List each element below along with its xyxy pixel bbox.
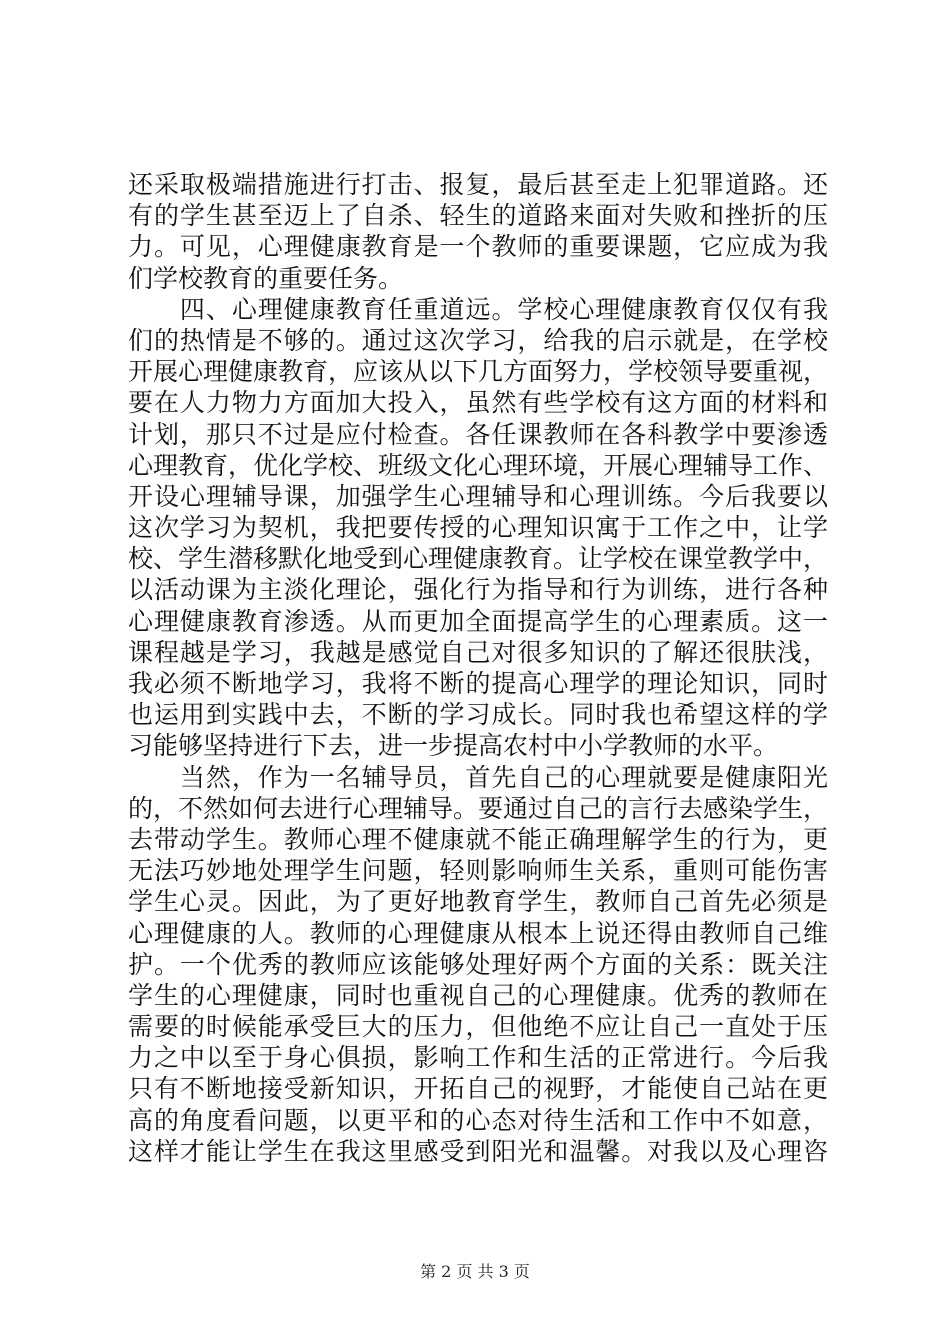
text-line: 这次学习为契机，我把要传授的心理知识寓于工作之中，让学: [128, 513, 828, 543]
text-line: 去带动学生。教师心理不健康就不能正确理解学生的行为，更: [128, 824, 828, 854]
text-line: 高的角度看问题，以更平和的心态对待生活和工作中不如意，: [128, 1105, 828, 1135]
text-line: 习能够坚持进行下去，进一步提高农村中小学教师的水平。: [128, 731, 779, 761]
text-line: 还采取极端措施进行打击、报复，最后甚至走上犯罪道路。还: [128, 170, 828, 199]
text-line: 无法巧妙地处理学生问题，轻则影响师生关系，重则可能伤害: [128, 856, 828, 886]
text-line: 当然，作为一名辅导员，首先自己的心理就要是健康阳光: [128, 762, 828, 792]
text-line: 们学校教育的重要任务。: [128, 263, 404, 293]
text-line: 心理健康的人。教师的心理健康从根本上说还得由教师自己维: [128, 918, 828, 948]
text-line: 也运用到实践中去，不断的学习成长。同时我也希望这样的学: [128, 700, 828, 730]
text-line: 护。一个优秀的教师应该能够处理好两个方面的关系：既关注: [128, 949, 828, 979]
text-line: 课程越是学习，我越是感觉自己对很多知识的了解还很肤浅，: [128, 637, 828, 667]
text-line: 计划，那只不过是应付检查。各任课教师在各科教学中要渗透: [128, 419, 828, 449]
text-line: 心理教育，优化学校、班级文化心理环境，开展心理辅导工作、: [128, 450, 829, 480]
text-line: 有的学生甚至迈上了自杀、轻生的道路来面对失败和挫折的压: [128, 201, 828, 231]
text-line: 的，不然如何去进行心理辅导。要通过自己的言行去感染学生，: [128, 793, 829, 823]
text-line: 学生的心理健康，同时也重视自己的心理健康。优秀的教师在: [128, 980, 828, 1010]
text-line: 们的热情是不够的。通过这次学习，给我的启示就是，在学校: [128, 325, 828, 355]
text-line: 力之中以至于身心俱损，影响工作和生活的正常进行。今后我: [128, 1043, 828, 1073]
text-line: 这样才能让学生在我这里感受到阳光和温馨。对我以及心理咨: [128, 1136, 828, 1166]
text-line: 学生心灵。因此，为了更好地教育学生，教师自己首先必须是: [128, 887, 828, 917]
text-line: 要在人力物力方面加大投入，虽然有些学校有这方面的材料和: [128, 388, 828, 418]
text-line: 我必须不断地学习，我将不断的提高心理学的理论知识，同时: [128, 669, 828, 698]
page-number-footer: 第 2 页 共 3 页: [420, 1262, 530, 1281]
text-line: 力。可见，心理健康教育是一个教师的重要课题，它应成为我: [128, 232, 828, 262]
text-line: 以活动课为主淡化理论，强化行为指导和行为训练，进行各种: [128, 575, 828, 605]
text-line: 开设心理辅导课，加强学生心理辅导和心理训练。今后我要以: [128, 481, 828, 511]
text-line: 校、学生潜移默化地受到心理健康教育。让学校在课堂教学中，: [128, 544, 829, 574]
text-line: 四、心理健康教育任重道远。学校心理健康教育仅仅有我: [128, 294, 828, 324]
text-line: 只有不断地接受新知识，开拓自己的视野，才能使自己站在更: [128, 1074, 828, 1104]
body-text: [128, 169, 828, 1167]
text-line: 需要的时候能承受巨大的压力，但他绝不应让自己一直处于压: [128, 1012, 828, 1042]
text-line: 开展心理健康教育，应该从以下几方面努力，学校领导要重视，: [128, 357, 829, 387]
text-line: 心理健康教育渗透。从而更加全面提高学生的心理素质。这一: [128, 606, 828, 636]
